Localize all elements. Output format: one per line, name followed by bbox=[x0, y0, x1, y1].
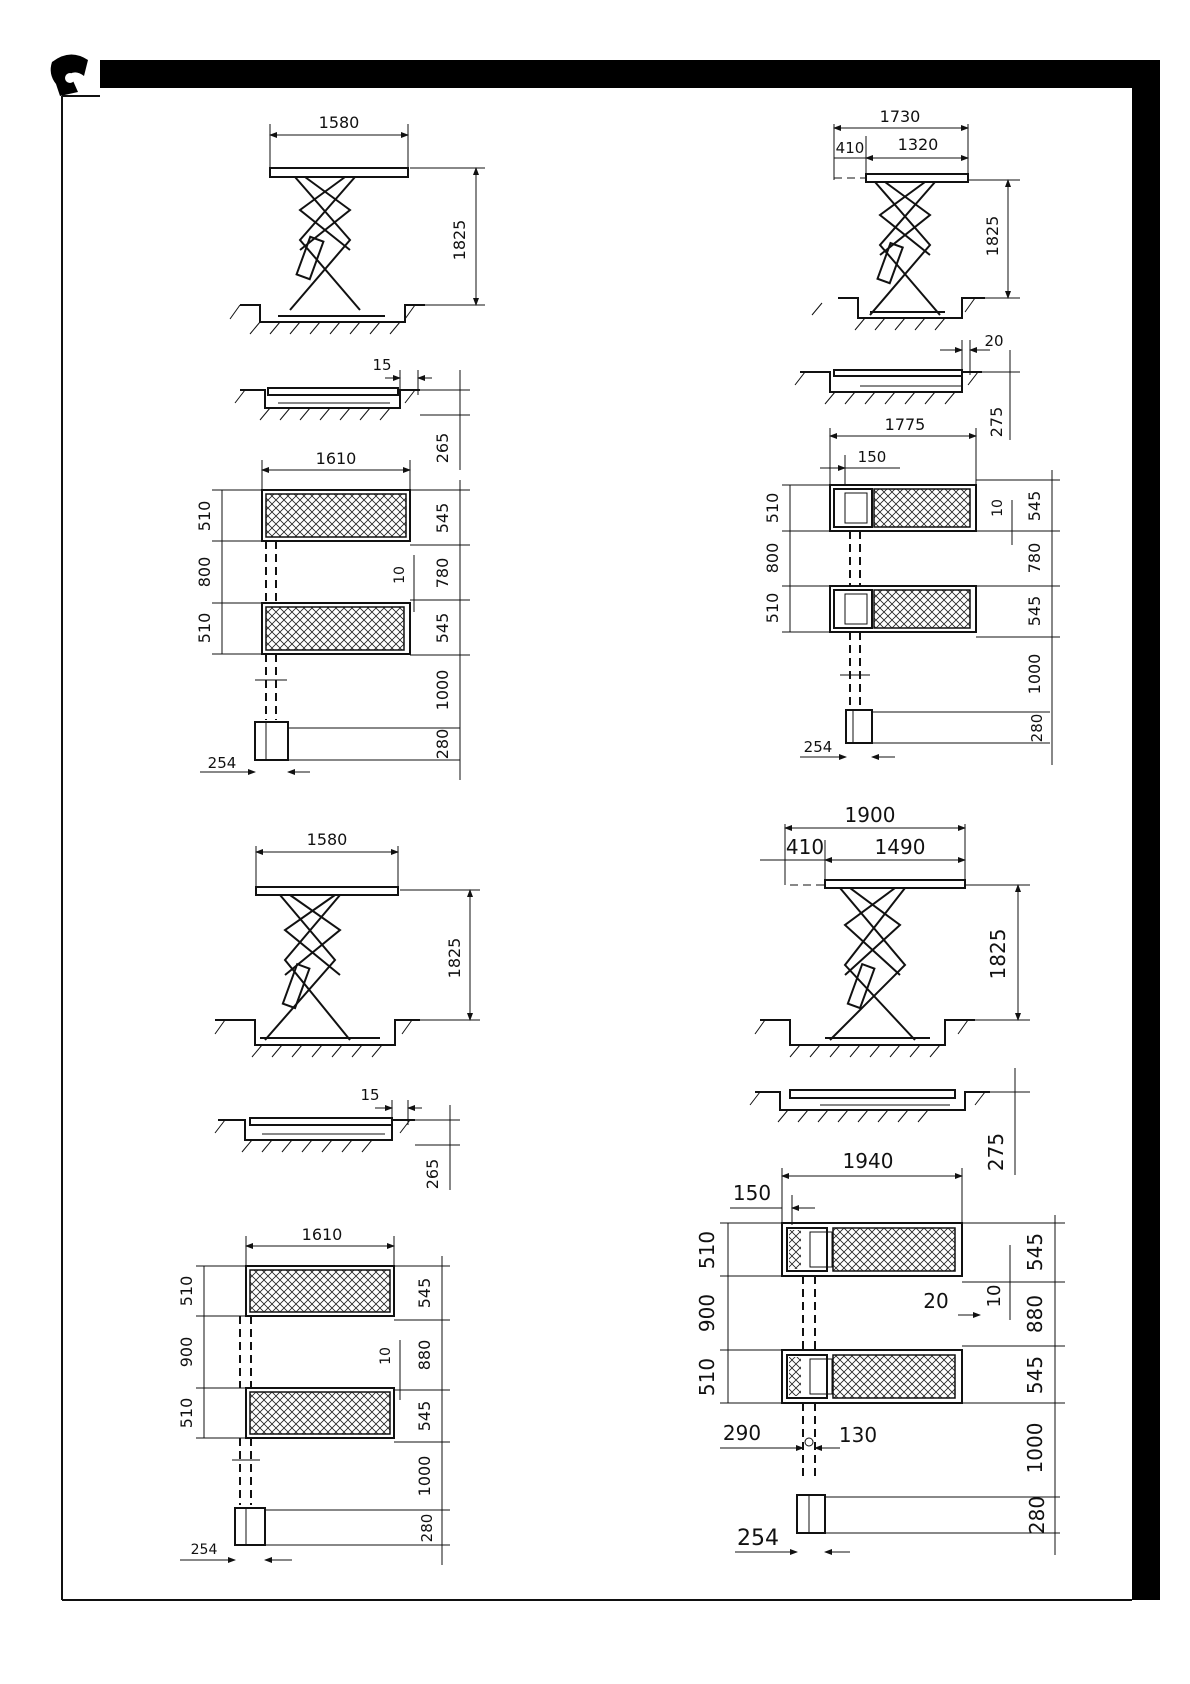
diagram-bottom-left bbox=[177, 830, 480, 1565]
tl-side-width-label: 1580 bbox=[318, 113, 360, 132]
tl-side-height-label: 1825 bbox=[450, 219, 469, 261]
br-side-total-label: 1900 bbox=[844, 803, 896, 827]
bl-right-ext-label: 1000 bbox=[415, 1455, 434, 1497]
tl-left-top-label: 510 bbox=[195, 500, 214, 532]
tr-right-bottom-label: 545 bbox=[1025, 595, 1044, 627]
br-plan-inner-label: 150 bbox=[732, 1181, 772, 1205]
br-mid-small-label: 10 bbox=[984, 1284, 1005, 1308]
tr-left-top-label: 510 bbox=[763, 492, 782, 524]
tr-side-elevation bbox=[812, 107, 1020, 330]
br-unit-width-label: 254 bbox=[737, 1526, 779, 1551]
bl-pit-gap-label: 15 bbox=[360, 1086, 380, 1104]
br-side-platform-label: 1490 bbox=[874, 835, 926, 859]
tr-unit-width-label: 254 bbox=[803, 738, 833, 756]
bl-unit-width-label: 254 bbox=[190, 1542, 218, 1558]
bl-right-gap-label: 880 bbox=[415, 1339, 434, 1371]
bl-right-unit-label: 280 bbox=[418, 1513, 436, 1543]
tl-left-gap-label: 800 bbox=[195, 556, 214, 588]
br-right-top-label: 545 bbox=[1023, 1232, 1047, 1272]
tl-pit-gap-label: 15 bbox=[372, 356, 392, 374]
br-side-elevation bbox=[755, 803, 1030, 1057]
bl-left-top-label: 510 bbox=[177, 1275, 196, 1307]
br-dim-right-label: 130 bbox=[838, 1423, 878, 1447]
tr-side-total-label: 1730 bbox=[879, 107, 921, 126]
bl-plan-view bbox=[177, 1225, 450, 1565]
tl-plan-view bbox=[195, 449, 470, 780]
tr-right-top-label: 545 bbox=[1025, 490, 1044, 522]
br-left-bottom-label: 510 bbox=[695, 1357, 719, 1397]
tr-pit-depth-label: 275 bbox=[987, 406, 1006, 438]
tr-left-gap-label: 800 bbox=[763, 542, 782, 574]
diagram-bottom-right bbox=[695, 803, 1065, 1555]
tl-left-bottom-label: 510 bbox=[195, 612, 214, 644]
br-right-gap-label: 880 bbox=[1023, 1294, 1047, 1334]
bl-right-top-label: 545 bbox=[415, 1277, 434, 1309]
tr-right-unit-label: 280 bbox=[1028, 713, 1046, 743]
br-left-top-label: 510 bbox=[695, 1230, 719, 1270]
br-side-height-label: 1825 bbox=[986, 928, 1010, 980]
tr-right-gap-label: 780 bbox=[1025, 542, 1044, 574]
bl-right-bottom-label: 545 bbox=[415, 1400, 434, 1432]
br-right-unit-label: 280 bbox=[1025, 1495, 1049, 1535]
br-mid-gap-label: 20 bbox=[923, 1289, 949, 1313]
bl-side-width-label: 1580 bbox=[306, 830, 348, 849]
br-dim-left-label: 290 bbox=[722, 1421, 762, 1445]
diagram-top-left bbox=[195, 113, 485, 780]
bl-side-elevation bbox=[215, 830, 480, 1057]
bl-pit-depth-label: 265 bbox=[423, 1158, 442, 1190]
tl-right-bottom-label: 545 bbox=[433, 612, 452, 644]
br-plan-width-label: 1940 bbox=[842, 1149, 894, 1173]
tr-pit-gap-label: 20 bbox=[984, 332, 1004, 350]
tr-plan-inner-label: 150 bbox=[857, 448, 887, 466]
tl-right-gap-label: 780 bbox=[433, 557, 452, 589]
tr-plan-width-label: 1775 bbox=[884, 415, 926, 434]
tr-plan-small-label: 10 bbox=[990, 499, 1006, 517]
page-frame bbox=[62, 60, 1160, 1600]
br-pit-depth-label: 275 bbox=[984, 1132, 1008, 1172]
tr-left-bottom-label: 510 bbox=[763, 592, 782, 624]
tl-unit-width-label: 254 bbox=[207, 754, 237, 772]
tl-right-ext-label: 1000 bbox=[433, 669, 452, 711]
tl-plan-width-label: 1610 bbox=[315, 449, 357, 468]
bl-pit-section bbox=[215, 1086, 460, 1190]
tl-right-unit-label: 280 bbox=[433, 728, 452, 760]
tr-side-offset-label: 410 bbox=[835, 139, 865, 157]
bl-left-bottom-label: 510 bbox=[177, 1397, 196, 1429]
tr-plan-view bbox=[763, 415, 1060, 765]
bl-mid-small-label: 10 bbox=[378, 1347, 394, 1365]
tr-right-ext-label: 1000 bbox=[1025, 653, 1044, 695]
br-left-gap-label: 900 bbox=[695, 1293, 719, 1333]
tl-right-top-label: 545 bbox=[433, 502, 452, 534]
br-side-offset-label: 410 bbox=[785, 835, 825, 859]
bl-plan-width-label: 1610 bbox=[301, 1225, 343, 1244]
tl-pit-depth-label: 265 bbox=[433, 432, 452, 464]
diagram-top-right bbox=[763, 107, 1060, 765]
bl-side-height-label: 1825 bbox=[445, 937, 464, 979]
br-right-bottom-label: 545 bbox=[1023, 1355, 1047, 1395]
bl-left-gap-label: 900 bbox=[177, 1336, 196, 1368]
tl-mid-small-label: 10 bbox=[392, 566, 408, 584]
logo-icon bbox=[51, 54, 88, 96]
tr-side-platform-label: 1320 bbox=[897, 135, 939, 154]
br-plan-view bbox=[695, 1149, 1065, 1555]
tr-side-height-label: 1825 bbox=[983, 215, 1002, 257]
br-right-ext-label: 1000 bbox=[1023, 1422, 1047, 1474]
tl-side-elevation bbox=[230, 113, 485, 334]
